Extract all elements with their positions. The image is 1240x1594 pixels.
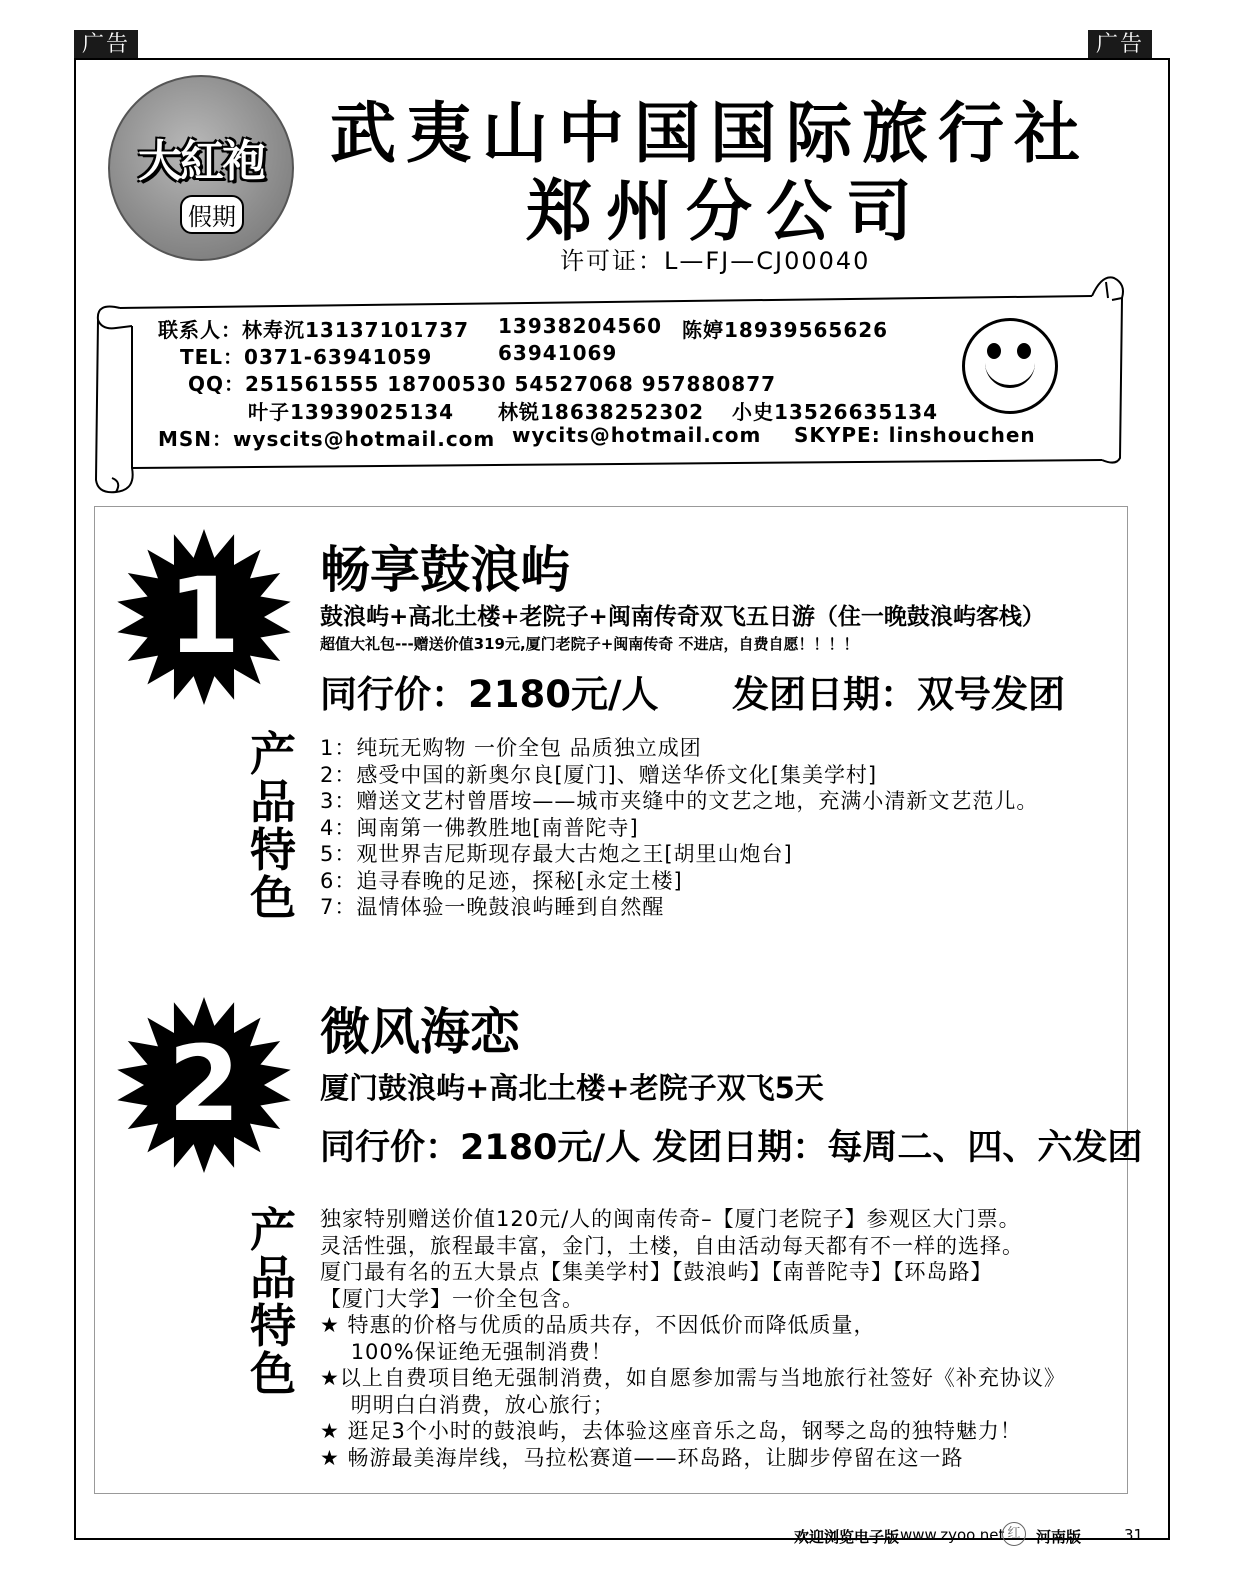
feature-list — [320, 735, 1038, 921]
feature-item: 【厦门大学】一价全包含。 — [320, 1286, 584, 1311]
product-bonus: 超值大礼包---赠送价值319元,厦门老院子+闽南传奇 不进店，自费自愿！！！！ — [320, 635, 859, 653]
contact-msn-2: wycits@hotmail.com — [512, 423, 762, 447]
contact-qq: QQ：251561555 18700530 54527068 957880877 — [188, 372, 777, 396]
product-price: 同行价：2180元/人 — [320, 673, 659, 716]
feature-item: 100%保证绝无强制消费！ — [320, 1339, 613, 1364]
feature-list — [320, 1206, 1066, 1471]
contact-person-3: 叶子13939025134 — [248, 400, 455, 424]
contact-msn: MSN：wyscits@hotmail.com — [158, 427, 496, 451]
starburst-icon — [115, 528, 293, 706]
contact-phone-2: 13938204560 — [498, 314, 663, 338]
feature-item: 5：观世界吉尼斯现存最大古炮之王[胡里山炮台] — [320, 842, 793, 866]
footer-url[interactable]: www.zyoo.net — [900, 1526, 1005, 1544]
contact-person-5: 小史13526635134 — [732, 400, 939, 424]
feature-item: 明明白白消费，放心旅行； — [320, 1392, 615, 1417]
ad-label-left: 广告 — [74, 30, 138, 60]
product-departure-date: 发团日期：双号发团 — [732, 673, 1065, 716]
logo-main-text: 大紅袍 — [138, 136, 264, 187]
ad-label-right: 广告 — [1088, 30, 1152, 60]
product-number: 1 — [167, 555, 241, 677]
logo — [108, 75, 294, 261]
feature-item: 3：赠送文艺村曾厝垵——城市夹缝中的文艺之地，充满小清新文艺范儿。 — [320, 789, 1039, 813]
footer-edition: 河南版 — [1036, 1528, 1082, 1546]
company-subtitle: 郑州分公司 — [526, 172, 926, 250]
contact-tel-2: 63941069 — [498, 341, 618, 365]
product-name: 畅享鼓浪屿 — [320, 541, 570, 599]
logo-sub-text: 假期 — [180, 195, 244, 234]
page-number: 31 — [1124, 1526, 1144, 1544]
license-number: 许可证：L—FJ—CJ00040 — [560, 247, 871, 275]
feature-item: 2：感受中国的新奥尔良[厦门]、赠送华侨文化[集美学村] — [320, 762, 878, 787]
footer-welcome: 欢迎浏览电子版 — [794, 1528, 900, 1546]
product-price-date: 同行价：2180元/人 发团日期：每周二、四、六发团 — [320, 1128, 1143, 1168]
product-subtitle: 厦门鼓浪屿+高北土楼+老院子双飞5天 — [320, 1071, 824, 1105]
product-number: 2 — [167, 1023, 241, 1145]
feature-item: ★ 畅游最美海岸线，马拉松赛道——环岛路，让脚步停留在这一路 — [320, 1445, 964, 1470]
starburst-icon — [115, 996, 293, 1174]
company-title: 武夷山中国国际旅行社 — [330, 94, 1090, 172]
feature-item: ★ 特惠的价格与优质的品质共存，不因低价而降低质量， — [320, 1313, 876, 1337]
smiley-icon — [962, 318, 1058, 414]
feature-item: 独家特别赠送价值120元/人的闽南传奇–【厦门老院子】参观区大门票。 — [320, 1207, 1021, 1231]
contact-skype: SKYPE: linshouchen — [794, 423, 1036, 447]
feature-label: 产品特色 — [250, 1203, 296, 1401]
product-subtitle: 鼓浪屿+高北土楼+老院子+闽南传奇双飞五日游（住一晚鼓浪屿客栈） — [320, 604, 1045, 630]
product-name: 微风海恋 — [320, 1003, 520, 1061]
feature-item: 4：闽南第一佛教胜地[南普陀寺] — [320, 815, 639, 840]
feature-item: 1：纯玩无购物 一价全包 品质独立成团 — [320, 736, 702, 760]
feature-item: 7：温情体验一晚鼓浪屿睡到自然醒 — [320, 895, 665, 919]
contact-person-4: 林锐18638252302 — [498, 400, 705, 424]
footer-badge-icon: 红 — [1002, 1522, 1026, 1546]
contact-person-1: 联系人：林寿沉13137101737 — [158, 318, 470, 342]
feature-item: 灵活性强，旅程最丰富，金门，土楼，自由活动每天都有不一样的选择。 — [320, 1233, 1024, 1258]
feature-item: ★ 逛足3个小时的鼓浪屿，去体验这座音乐之岛，钢琴之岛的独特魅力！ — [320, 1419, 1022, 1443]
feature-item: 厦门最有名的五大景点【集美学村】【鼓浪屿】【南普陀寺】【环岛路】 — [320, 1260, 993, 1284]
contact-tel: TEL：0371-63941059 — [180, 345, 433, 369]
feature-label: 产品特色 — [250, 727, 296, 925]
feature-item: 6：追寻春晚的足迹，探秘[永定土楼] — [320, 868, 683, 893]
feature-item: ★以上自费项目绝无强制消费，如自愿参加需与当地旅行社签好《补充协议》 — [320, 1366, 1066, 1390]
contact-person-2: 陈婷18939565626 — [682, 318, 889, 342]
